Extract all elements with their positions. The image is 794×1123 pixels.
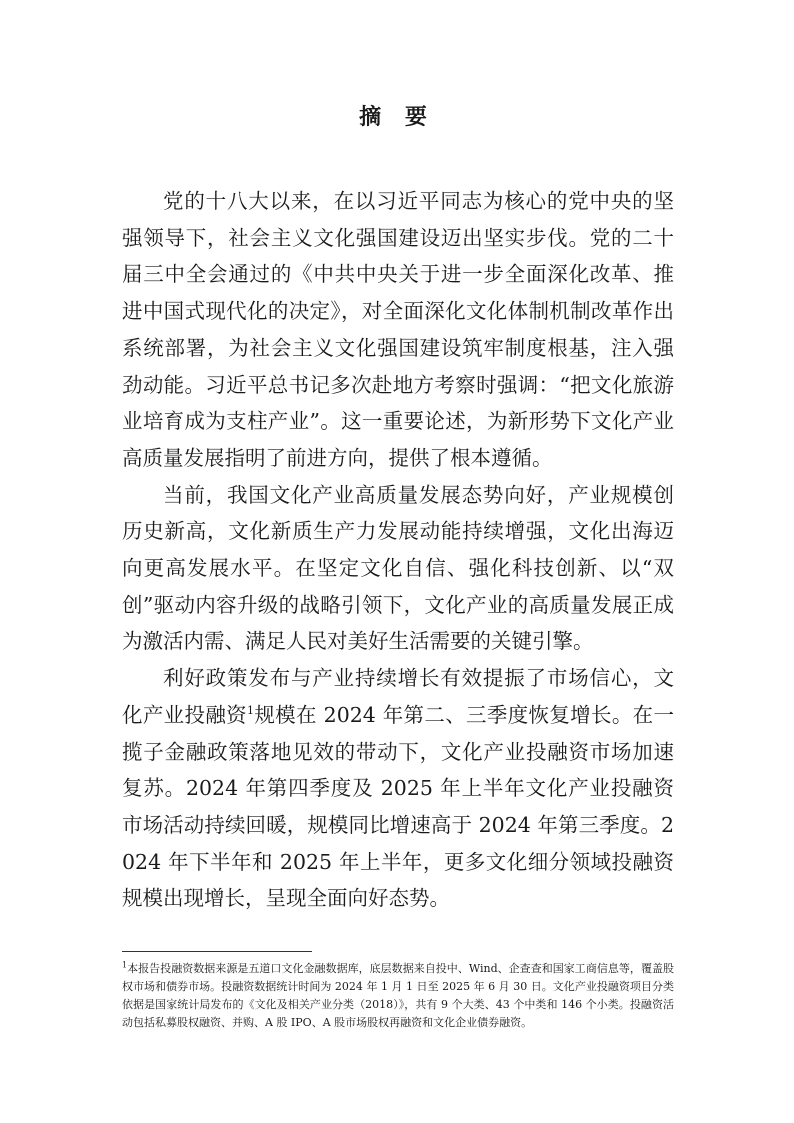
footnote-text: 本报告投融资数据来源是五道口文化金融数据库，底层数据来自投中、Wind、企查查和国家工商信息等，覆盖股权市场和债券市场。投融资数据统计时间为 2024 年 1 月 1 日至 2025 年 6 月 30 日。文化产业投融资项目分类依据是国家统计局发布的《文化及相关产业分类（2018）》，共有 9 个大类、43 个中类和 146 个小类。投融资活动包括私募股权融资、并购、A 股 IPO、A 股市场股权再融资和文化企业债券融资。	[122, 962, 674, 1029]
footnote-marker: 1	[122, 960, 128, 970]
paragraph-3	[122, 660, 674, 917]
paragraph-3-text-before: 利好政策发布与产业持续增长有效提振了市场信心，文化产业投融资	[122, 666, 674, 727]
paragraph-1: 党的十八大以来，在以习近平同志为核心的党中央的坚强领导下，社会主义文化强国建设迈出坚实步伐。党的二十届三中全会通过的《中共中央关于进一步全面深化改革、推进中国式现代化的决定》，对全面深化文化体制机制改革作出系统部署，为社会主义文化强国建设筑牢制度根基，注入强劲动能。习近平总书记多次赴地方考察时强调：“把文化旅游业培育成为支柱产业”。这一重要论述，为新形势下文化产业高质量发展指明了前进方向，提供了根本遵循。	[122, 189, 674, 470]
paragraph-2: 当前，我国文化产业高质量发展态势向好，产业规模创历史新高，文化新质生产力发展动能持续增强，文化出海迈向更高发展水平。在坚定文化自信、强化科技创新、以“双创”驱动内容升级的战略引领下，文化产业的高质量发展正成为激活内需、满足人民对美好生活需要的关键引擎。	[122, 482, 674, 654]
footnote-separator	[122, 951, 312, 952]
paragraph-3-text-after: 规模在 2024 年第二、三季度恢复增长。在一揽子金融政策落地见效的带动下，文化产业投融资市场加速复苏。2024 年第四季度及 2025 年上半年文化产业投融资市场活动持续回暖，规模同比增速高于 2024 年第三季度。2024 年下半年和 2025 年上半年，更多文化细分领域投融资规模出现增长，呈现全面向好态势。	[122, 702, 675, 911]
footnote-reference[interactable]: 1	[247, 704, 254, 718]
abstract-body	[122, 183, 674, 917]
footnote	[122, 960, 674, 1032]
page-title: 摘 要	[359, 104, 435, 130]
